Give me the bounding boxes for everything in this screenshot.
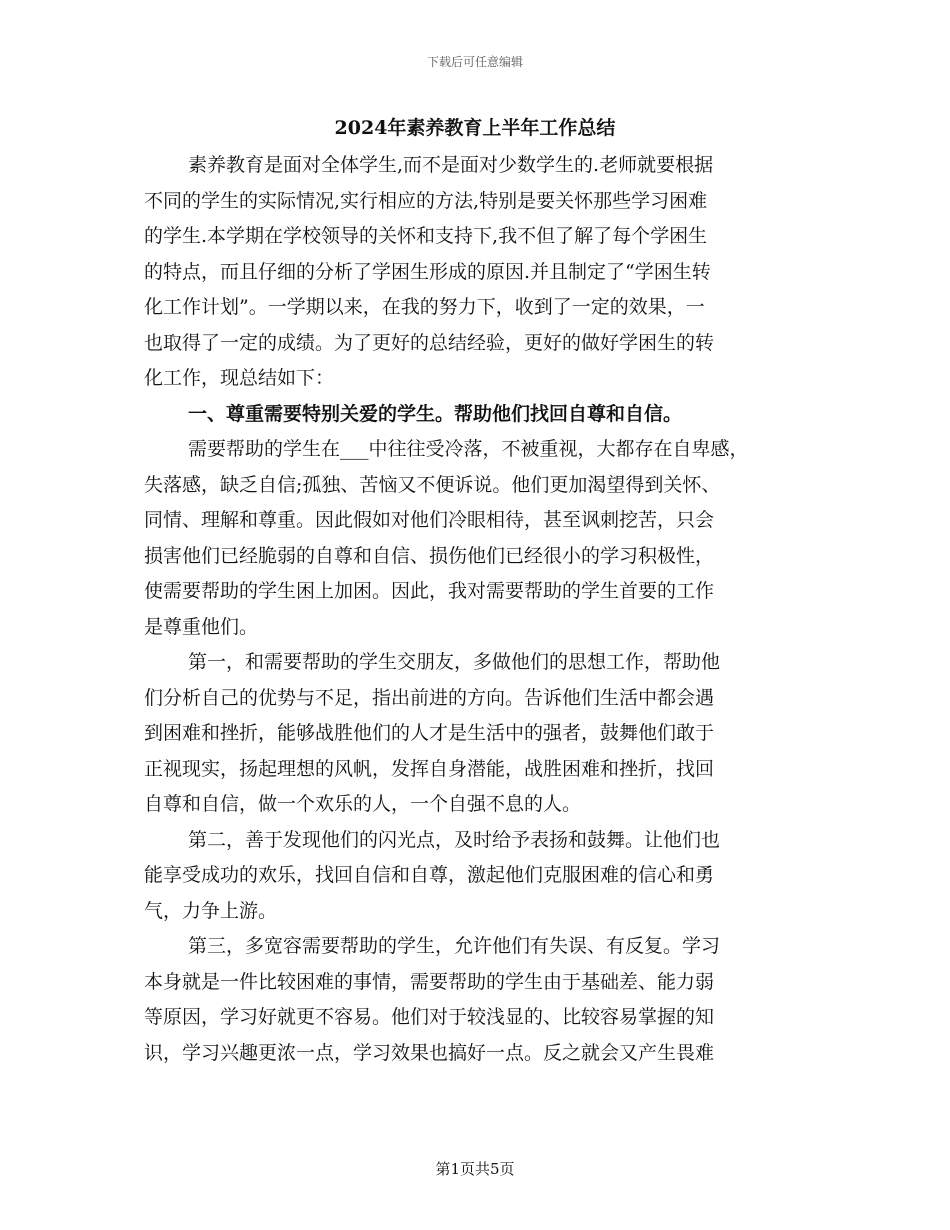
text-line: 不同的学生的实际情况,实行相应的方法,特别是要关怀那些学习困难 <box>144 189 708 212</box>
text-line: 识，学习兴趣更浓一点，学习效果也搞好一点。反之就会又产生畏难 <box>144 1041 715 1064</box>
text-line: 正视现实，扬起理想的风帆，发挥自身潜能，战胜困难和挫折，找回 <box>144 757 715 780</box>
text-line: 损害他们已经脆弱的自尊和自信、损伤他们已经很小的学习积极性， <box>144 544 715 567</box>
document-title: 2024年素养教育上半年工作总结 <box>334 117 616 139</box>
text-line: 是尊重他们。 <box>144 615 259 638</box>
text-line: 的特点，而且仔细的分析了学困生形成的原因.并且制定了“学困生转 <box>144 260 711 283</box>
text-line: 第二，善于发现他们的闪光点，及时给予表扬和鼓舞。让他们也 <box>188 828 721 851</box>
text-line: 化工作计划”。一学期以来，在我的努力下，收到了一定的效果，一 <box>144 296 705 318</box>
text-line: 也取得了一定的成绩。为了更好的总结经验，更好的做好学困生的转 <box>144 331 715 354</box>
text-line: 素养教育是面对全体学生,而不是面对少数学生的.老师就要根据 <box>188 154 714 176</box>
text-line: 等原因，学习好就更不容易。他们对于较浅显的、比较容易掌握的知 <box>144 1006 715 1028</box>
text-line: 使需要帮助的学生困上加困。因此，我对需要帮助的学生首要的工作 <box>144 580 715 602</box>
document-body <box>144 148 804 1071</box>
page-header-note: 下载后可任意编辑 <box>426 55 523 69</box>
text-line: 化工作，现总结如下： <box>144 367 335 389</box>
page-number: 第1页共5页 <box>435 1160 515 1178</box>
text-line: 的学生.本学期在学校领导的关怀和支持下,我不但了解了每个学困生 <box>144 225 708 247</box>
section-heading: 一、尊重需要特别关爱的学生。帮助他们找回自尊和自信。 <box>188 402 683 425</box>
text-line: 们分析自己的优势与不足，指出前进的方向。告诉他们生活中都会遇 <box>144 686 715 709</box>
text-line: 自尊和自信，做一个欢乐的人，一个自强不息的人。 <box>144 793 582 815</box>
text-line: 本身就是一件比较困难的事情，需要帮助的学生由于基础差、能力弱 <box>144 970 715 993</box>
text-line: 到困难和挫折，能够战胜他们的人才是生活中的强者，鼓舞他们敢于 <box>144 722 715 744</box>
text-line: 第一，和需要帮助的学生交朋友，多做他们的思想工作，帮助他 <box>188 651 721 673</box>
text-line: 第三，多宽容需要帮助的学生，允许他们有失误、有反复。学习 <box>188 935 721 957</box>
text-line: 失落感，缺乏自信;孤独、苦恼又不便诉说。他们更加渴望得到关怀、 <box>144 473 721 496</box>
text-line: 能享受成功的欢乐，找回自信和自尊，激起他们克服困难的信心和勇 <box>144 864 715 886</box>
text-line: 需要帮助的学生在___中往往受冷落，不被重视，大都存在自卑感， <box>188 438 749 460</box>
text-line: 气，力争上游。 <box>144 899 278 922</box>
text-line: 同情、理解和尊重。因此假如对他们冷眼相待，甚至讽刺挖苦，只会 <box>144 509 715 531</box>
